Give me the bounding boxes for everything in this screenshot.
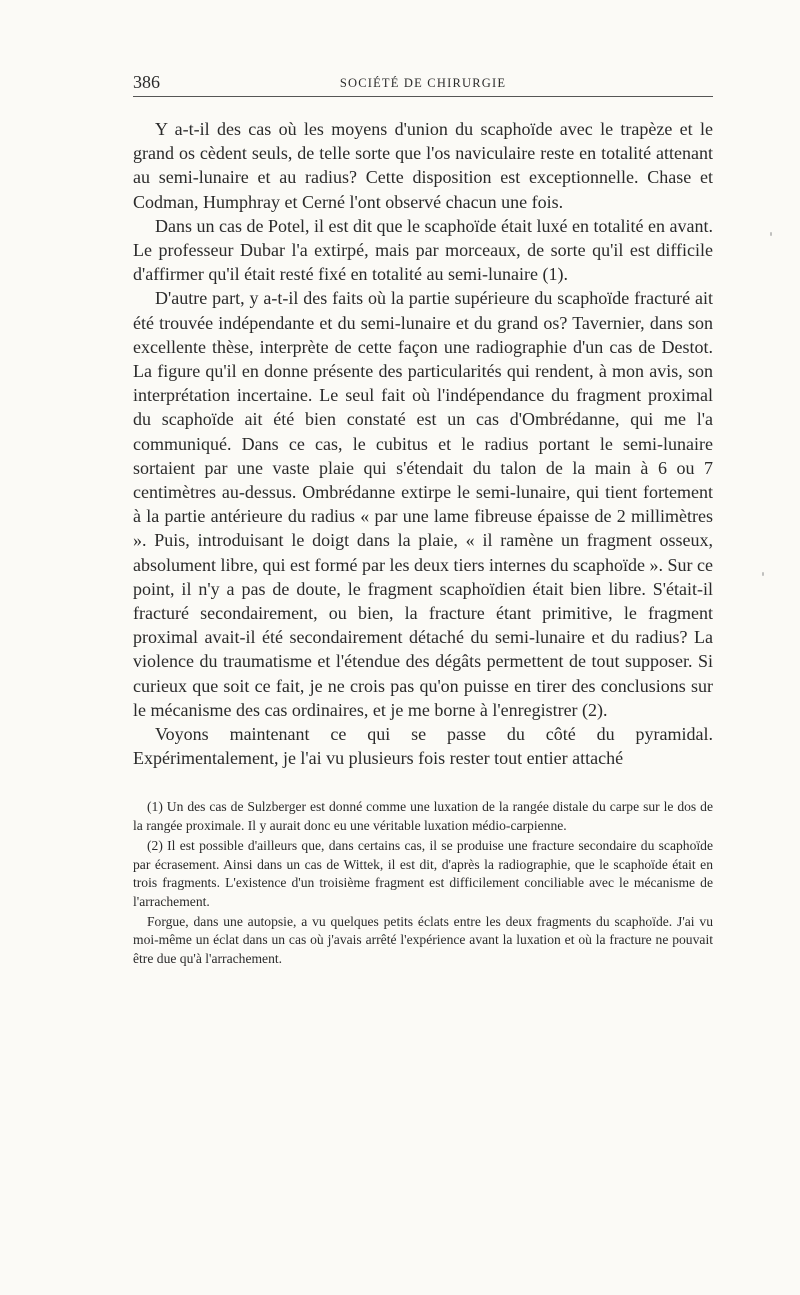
scan-speck [770, 232, 772, 236]
footnotes [133, 798, 713, 968]
footnote: (2) Il est possible d'ailleurs que, dans certains cas, il se produise une fracture secondaire du scaphoïde par écrasement. Ainsi dans un cas de Wittek, il est dit, d'après la radiographie, que le scaphoïde était en trois fragments. L'existence d'un troisième fragment est difficilement conciliable avec le mécanisme de l'arrachement. [133, 838, 713, 909]
body-text [133, 117, 713, 770]
book-page [133, 70, 713, 968]
page-header [133, 70, 713, 97]
paragraph: Voyons maintenant ce qui se passe du côté du pyramidal. Expérimentalement, je l'ai vu plusieurs fois rester tout entier attaché [133, 724, 713, 769]
page-number: 386 [133, 72, 160, 92]
footnote: (1) Un des cas de Sulzberger est donné comme une luxation de la rangée distale du carpe sur le dos de la rangée proximale. Il y aurait donc eu une véritable luxation médio-carpienne. [133, 799, 713, 833]
paragraph: Dans un cas de Potel, il est dit que le scaphoïde était luxé en totalité en avant. Le professeur Dubar l'a extirpé, mais par morceaux, de sorte qu'il est difficile d'affirmer qu'il était resté fixé en totalité au semi-lunaire (1). [133, 215, 713, 285]
running-head: SOCIÉTÉ DE CHIRURGIE [339, 76, 507, 90]
scan-speck [762, 572, 764, 576]
footnote: Forgue, dans une autopsie, a vu quelques petits éclats entre les deux fragments du scaphoïde. J'ai vu moi-même un éclat dans un cas où j'avais arrêté l'expérience avant la luxation et où la fracture ne pouvait être due qu'à l'arrachement. [133, 913, 713, 966]
paragraph: Y a-t-il des cas où les moyens d'union du scaphoïde avec le trapèze et le grand os cèdent seuls, de telle sorte que l'os naviculaire reste en totalité attenant au semi-lunaire et au radius? Cette disposition est exceptionnelle. Chase et Codman, Humphray et Cerné l'ont observé chacun une fois. [133, 119, 713, 212]
paragraph: D'autre part, y a-t-il des faits où la partie supérieure du scaphoïde fracturé ait été trouvée indépendante et du semi-lunaire et du grand os? Tavernier, dans son excellente thèse, interprète de cette façon une radiographie d'un cas de Destot. La figure qu'il en donne présente des particularités qui rendent, à mon avis, son interprétation incertaine. Le seul fait où l'indépendance du fragment proximal du scaphoïde ait été bien constaté est un cas d'Ombrédanne, qui me l'a communiqué. Dans ce cas, le cubitus et le radius portant le semi-lunaire sortaient par une vaste plaie qui s'étendait du talon de la main à 6 ou 7 centimètres au-dessus. Ombrédanne extirpe le semi-lunaire, qui tient fortement à la partie antérieure du radius « par une lame fibreuse épaisse de 2 millimètres ». Puis, introduisant le doigt dans la plaie, « il ramène un fragment osseux, absolument libre, qui est formé par les deux tiers internes du scaphoïde ». Sur ce point, il n'y a pas de doute, le fragment scaphoïdien était bien libre. S'était-il fracturé secondairement, ou bien, la fracture étant primitive, le fragment proximal avait-il été secondairement détaché du semi-lunaire et du radius? La violence du traumatisme et l'étendue des dégâts permettent de tout supposer. Si curieux que soit ce fait, je ne crois pas qu'on puisse en tirer des conclusions sur le mécanisme des cas ordinaires, et je me borne à l'enregistrer (2). [133, 288, 713, 720]
